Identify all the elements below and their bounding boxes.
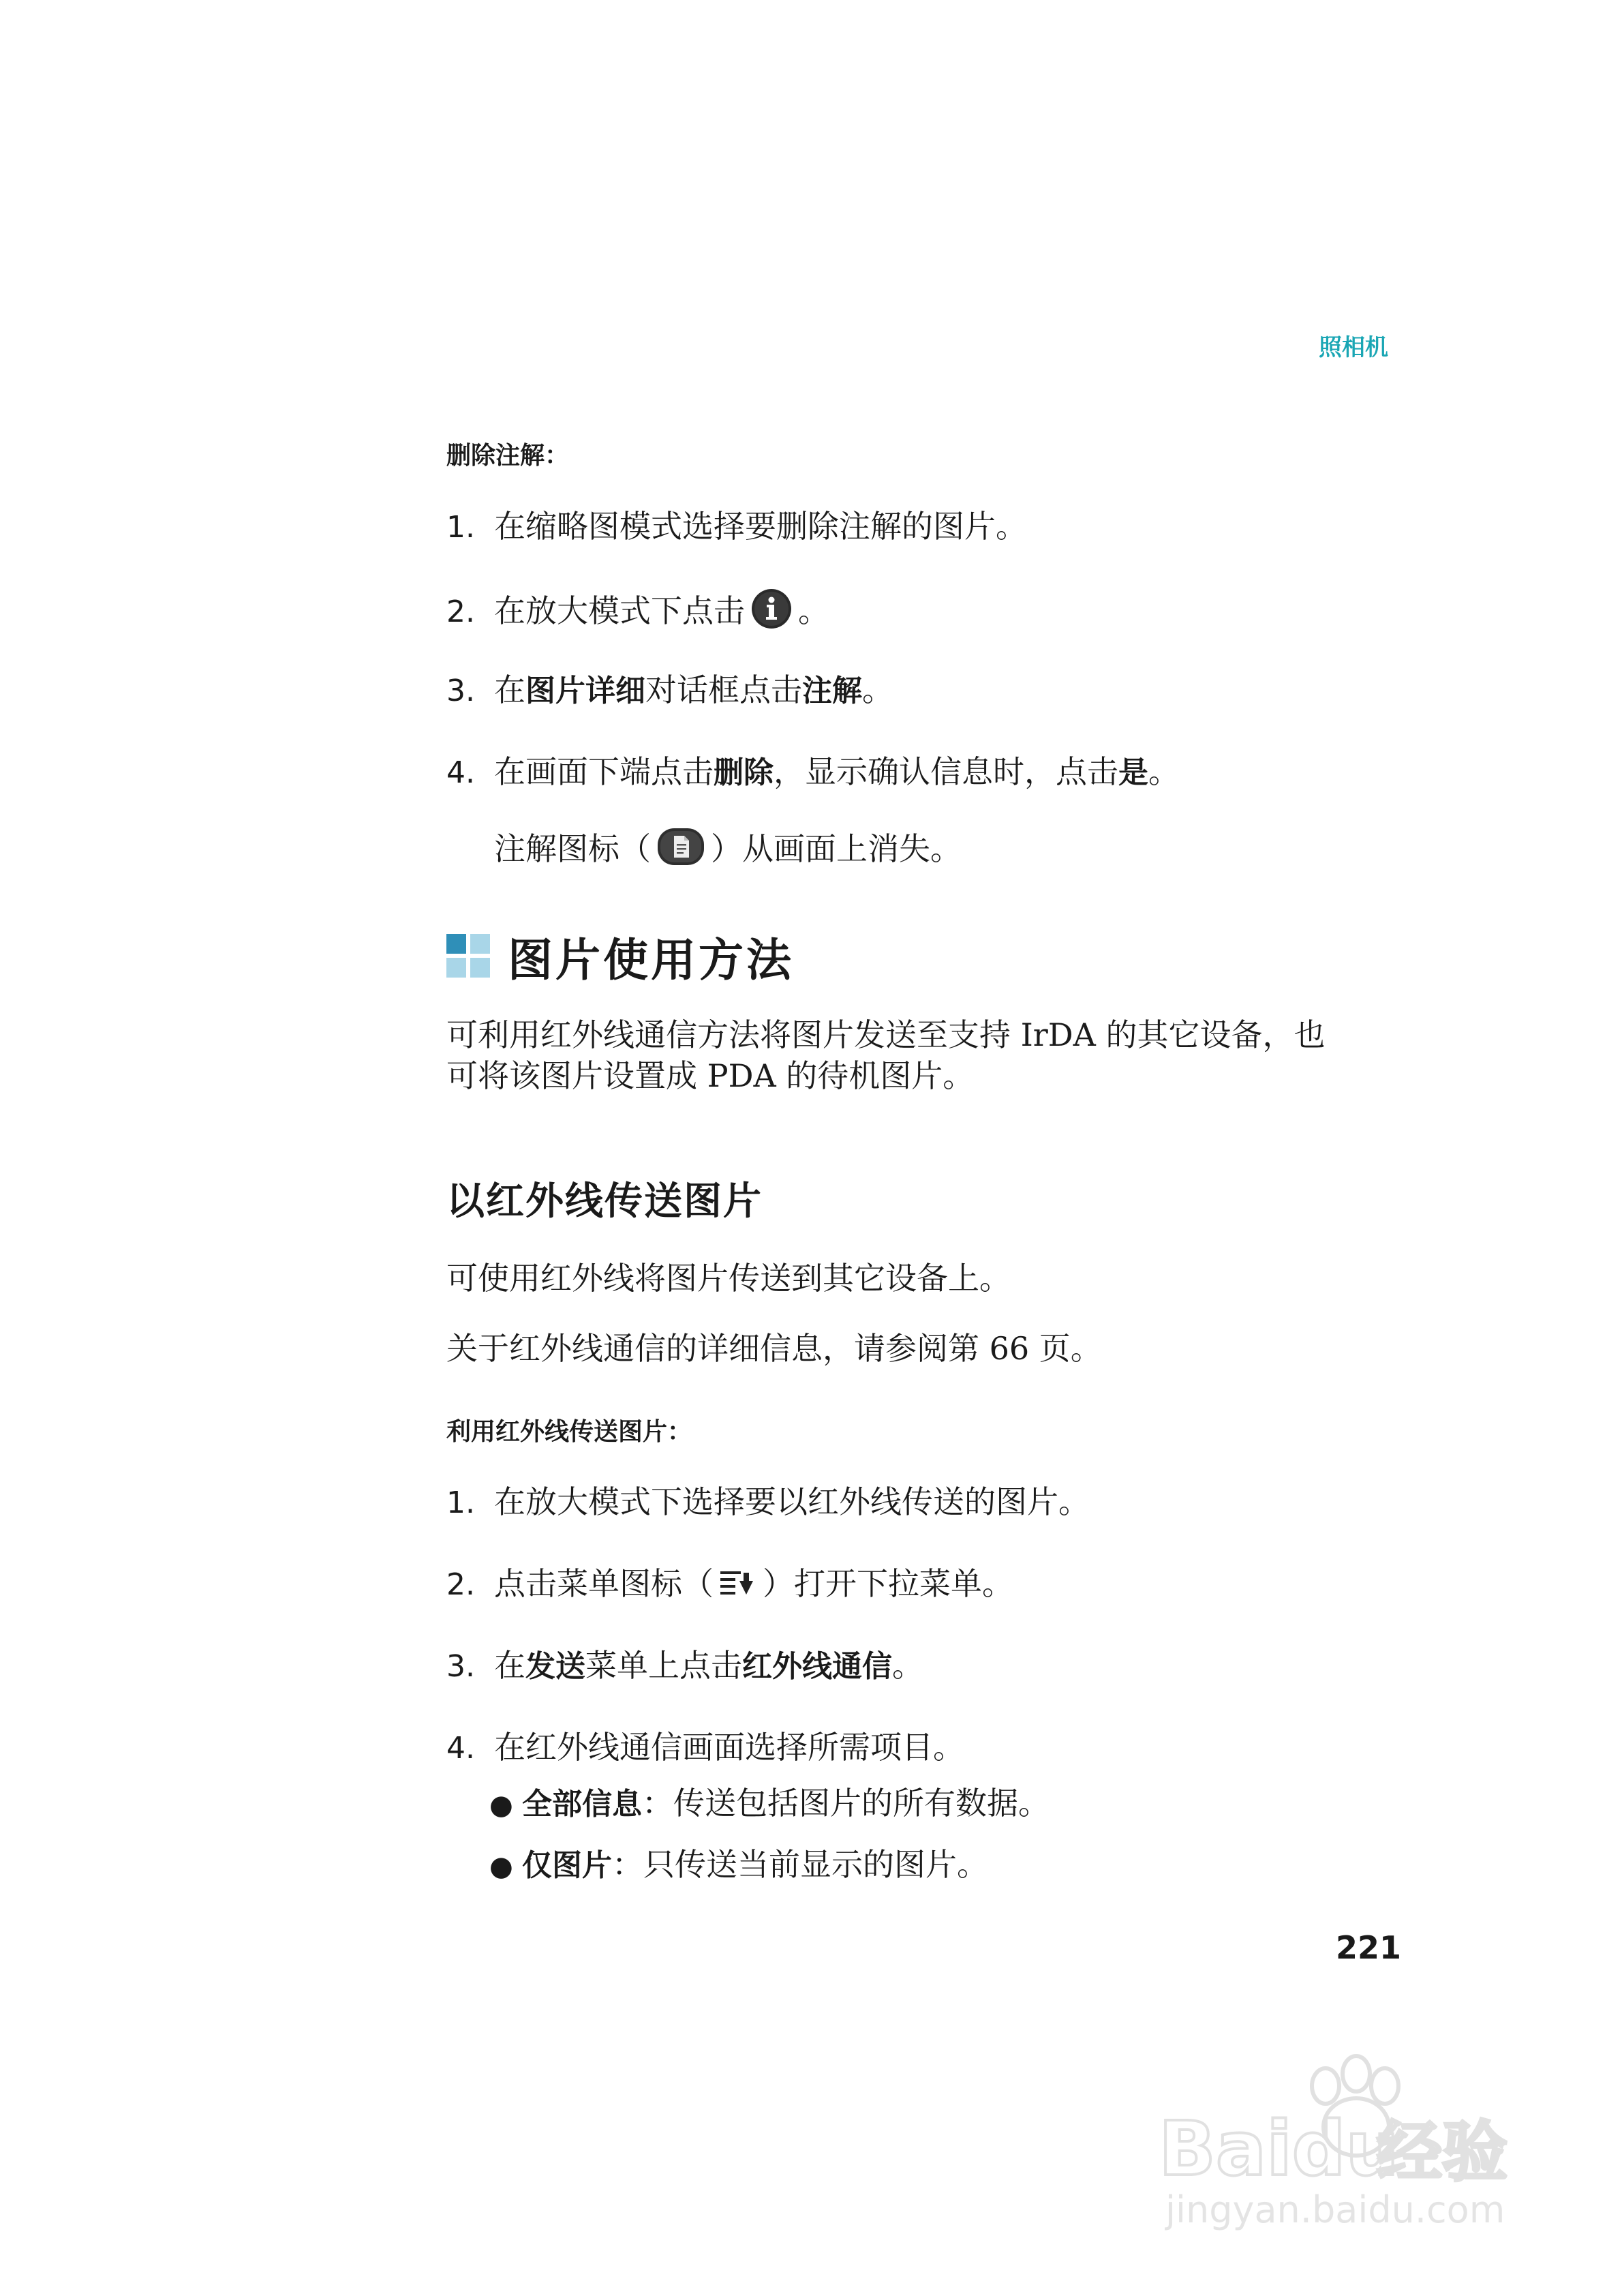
step-number: 3. xyxy=(446,1649,475,1684)
watermark-url: jingyan.baidu.com xyxy=(1165,2188,1505,2231)
bullet-dot-icon: ● xyxy=(489,1851,513,1882)
step-number: 2. xyxy=(446,594,475,629)
bold-term: 删除 xyxy=(714,755,774,790)
step-text: 对话框点击 xyxy=(645,671,802,708)
infrared-step-2 xyxy=(446,1563,1013,1607)
section-header: 照相机 xyxy=(1319,334,1388,361)
bold-term: 发送 xyxy=(525,1649,585,1684)
bullet-item-all-info xyxy=(489,1783,1050,1826)
info-icon xyxy=(750,588,793,639)
step-text: 在放大模式下选择要以红外线传送的图片。 xyxy=(494,1483,1090,1520)
delete-step-3 xyxy=(446,669,893,712)
step-text-end: 。 xyxy=(862,671,893,708)
note-icon xyxy=(656,827,705,876)
watermark-suffix: 经验 xyxy=(1377,2114,1508,2190)
menu-icon xyxy=(719,1566,757,1607)
delete-step-2 xyxy=(446,588,829,639)
infrared-step-3 xyxy=(446,1645,923,1687)
step-text: ，显示确认信息时，点击 xyxy=(774,753,1118,790)
bullet-item-image-only xyxy=(489,1844,988,1887)
step-text-end: 。 xyxy=(1148,753,1180,790)
step-text-end: 。 xyxy=(892,1647,923,1684)
infrared-para-2: 关于红外线通信的详细信息，请参阅第 66 页。 xyxy=(446,1330,1102,1367)
step-text: 在缩略图模式选择要删除注解的图片。 xyxy=(494,508,1027,545)
bullet-label: 仅图片 xyxy=(522,1848,612,1883)
infrared-heading: 以红外线传送图片 xyxy=(446,1179,763,1224)
step-text-end: 。 xyxy=(798,592,829,629)
bullet-text: ：只传送当前显示的图片。 xyxy=(612,1846,988,1883)
step-text: 在 xyxy=(494,671,525,708)
bullet-text: ：传送包括图片的所有数据。 xyxy=(642,1785,1050,1822)
step-number: 4. xyxy=(446,1731,475,1766)
bullet-label: 全部信息 xyxy=(522,1787,642,1822)
bold-term: 是 xyxy=(1118,755,1148,790)
usage-heading: 图片使用方法 xyxy=(508,934,794,986)
step-number: 4. xyxy=(446,755,475,790)
step-text: 在放大模式下点击 xyxy=(494,592,745,629)
note-text: 注解图标（ xyxy=(494,830,651,867)
infrared-step-1 xyxy=(446,1481,1090,1524)
usage-para-line-1: 可利用红外线通信方法将图片发送至支持 IrDA 的其它设备，也 xyxy=(446,1016,1326,1053)
note-icon-line xyxy=(494,827,962,876)
infrared-subhead: 利用红外线传送图片： xyxy=(446,1418,692,1446)
delete-step-4 xyxy=(446,751,1180,794)
watermark-brand: Baidu xyxy=(1159,2105,1399,2192)
step-text-end: ）打开下拉菜单。 xyxy=(763,1565,1013,1602)
step-text: 点击菜单图标（ xyxy=(494,1565,714,1602)
bold-term: 红外线通信 xyxy=(742,1649,892,1684)
infrared-para-1: 可使用红外线将图片传送到其它设备上。 xyxy=(446,1260,1011,1297)
step-text: 在 xyxy=(494,1647,525,1684)
baidu-watermark xyxy=(1152,2038,1533,2246)
step-text: 菜单上点击 xyxy=(585,1647,742,1684)
delete-note-subhead: 删除注解： xyxy=(446,442,570,470)
bullet-dot-icon: ● xyxy=(489,1789,513,1821)
step-number: 1. xyxy=(446,510,475,545)
bold-term: 注解 xyxy=(802,674,862,708)
step-number: 2. xyxy=(446,1567,475,1602)
infrared-step-4 xyxy=(446,1727,964,1769)
step-text: 在红外线通信画面选择所需项目。 xyxy=(494,1729,964,1766)
section-squares-icon xyxy=(446,934,490,980)
note-text-end: ）从画面上消失。 xyxy=(711,830,962,867)
page-number: 221 xyxy=(1336,1929,1402,1966)
step-number: 3. xyxy=(446,674,475,708)
delete-step-1 xyxy=(446,506,1027,548)
bold-term: 图片详细 xyxy=(525,674,645,708)
step-text: 在画面下端点击 xyxy=(494,753,714,790)
usage-para-line-2: 可将该图片设置成 PDA 的待机图片。 xyxy=(446,1057,975,1094)
step-number: 1. xyxy=(446,1485,475,1520)
